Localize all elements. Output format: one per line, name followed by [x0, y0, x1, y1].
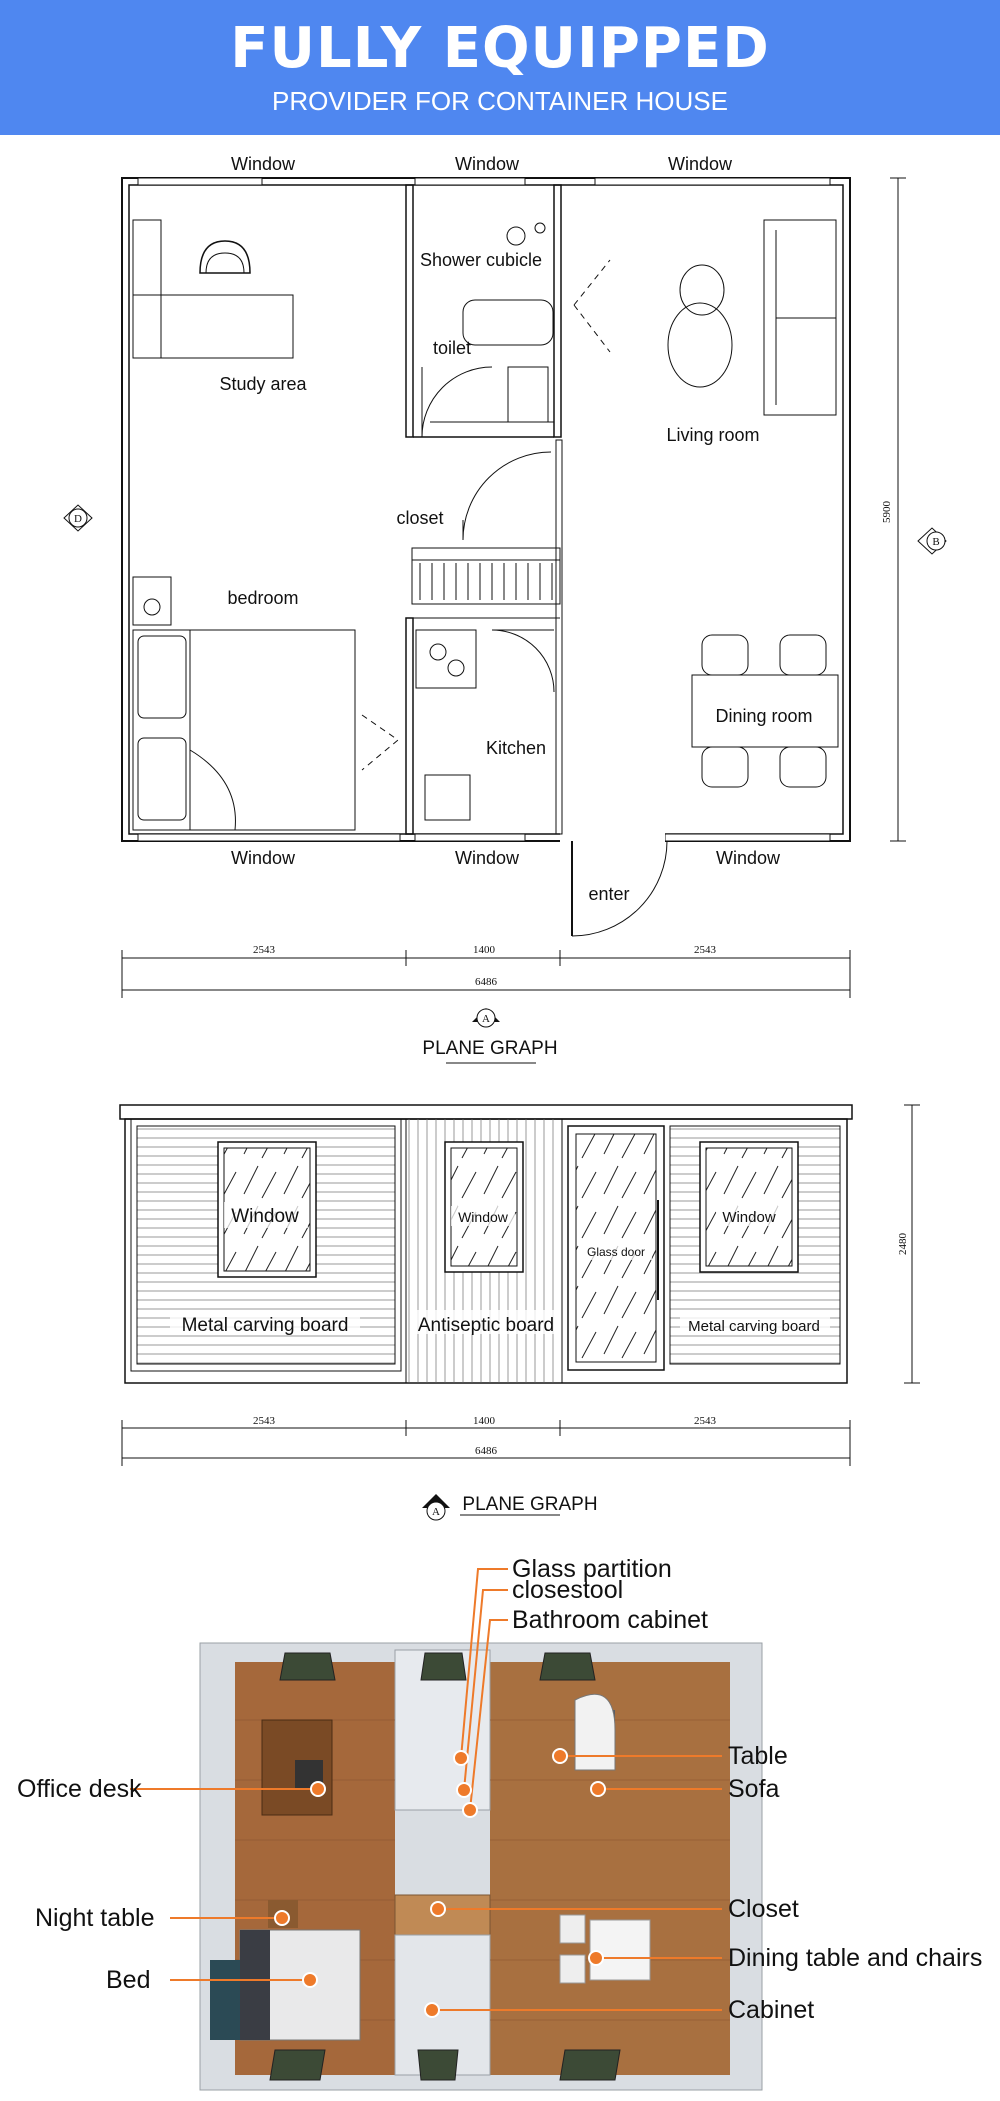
svg-text:D: D	[74, 513, 82, 525]
room-label-enter: enter	[588, 884, 630, 904]
dimension-label: 6486	[475, 976, 497, 988]
callout-closestool: closestool	[512, 1576, 624, 1604]
plan-caption: PLANE GRAPH	[422, 1038, 558, 1059]
dimension-label: 2543	[694, 944, 716, 956]
callout-table: Table	[728, 1742, 788, 1770]
glass-door-label: Glass door	[586, 1245, 646, 1259]
elevation-window-label: Window	[458, 1209, 508, 1225]
callout-sofa: Sofa	[728, 1775, 780, 1803]
svg-text:B: B	[932, 536, 940, 548]
section-marker-d	[64, 505, 92, 531]
elevation-window-label: Window	[231, 1206, 299, 1227]
callout-office-desk: Office desk	[17, 1775, 142, 1803]
front-elevation	[0, 1065, 1000, 1525]
svg-text:A: A	[432, 1506, 440, 1518]
floor-plan	[0, 135, 1000, 1065]
callout-glass-partition: Glass partition	[512, 1555, 672, 1583]
callout-night-table: Night table	[35, 1904, 155, 1932]
window-label: Window	[454, 848, 520, 868]
dimension-label: 2480	[897, 1233, 909, 1255]
dimension-label: 6486	[475, 1445, 497, 1457]
metal-board-label: Metal carving board	[688, 1318, 820, 1335]
window-label: Window	[230, 848, 296, 868]
dimension-label: 1400	[473, 1415, 495, 1427]
callout-closet: Closet	[728, 1895, 799, 1923]
section-marker-a	[422, 1494, 450, 1520]
section-marker-b	[918, 528, 946, 554]
room-label-shower: Shower cubicle	[419, 250, 543, 270]
banner-subtitle: PROVIDER FOR CONTAINER HOUSE	[271, 86, 728, 116]
room-label-toilet: toilet	[432, 338, 472, 358]
dimension-label: 5900	[881, 501, 893, 523]
room-label-kitchen: Kitchen	[485, 738, 547, 758]
dimension-label: 1400	[473, 944, 495, 956]
dimension-label: 2543	[253, 944, 275, 956]
window-label: Window	[715, 848, 781, 868]
interior-render	[0, 1535, 1000, 2101]
callout-bathroom-cabinet: Bathroom cabinet	[512, 1606, 708, 1634]
room-label-study: Study area	[219, 374, 307, 394]
room-label-living: Living room	[666, 425, 760, 445]
elevation-caption: PLANE GRAPH	[462, 1494, 598, 1515]
callout-dining: Dining table and chairs	[728, 1944, 983, 1972]
window-label: Window	[454, 154, 520, 174]
header-banner	[0, 0, 1000, 135]
window-label: Window	[230, 154, 296, 174]
svg-text:A: A	[482, 1013, 490, 1025]
dimension-label: 2543	[253, 1415, 275, 1427]
antiseptic-board-label: Antiseptic board	[417, 1315, 555, 1336]
window-label: Window	[667, 154, 733, 174]
room-label-closet: closet	[396, 508, 444, 528]
callout-bed: Bed	[106, 1966, 151, 1994]
metal-board-label: Metal carving board	[181, 1315, 349, 1336]
elevation-window-label: Window	[722, 1209, 776, 1226]
dimension-label: 2543	[694, 1415, 716, 1427]
room-label-dining: Dining room	[715, 706, 813, 726]
callout-cabinet: Cabinet	[728, 1996, 815, 2024]
room-label-bedroom: bedroom	[227, 588, 299, 608]
banner-title: FULLY EQUIPPED	[230, 16, 770, 81]
section-marker-a	[472, 1008, 500, 1027]
